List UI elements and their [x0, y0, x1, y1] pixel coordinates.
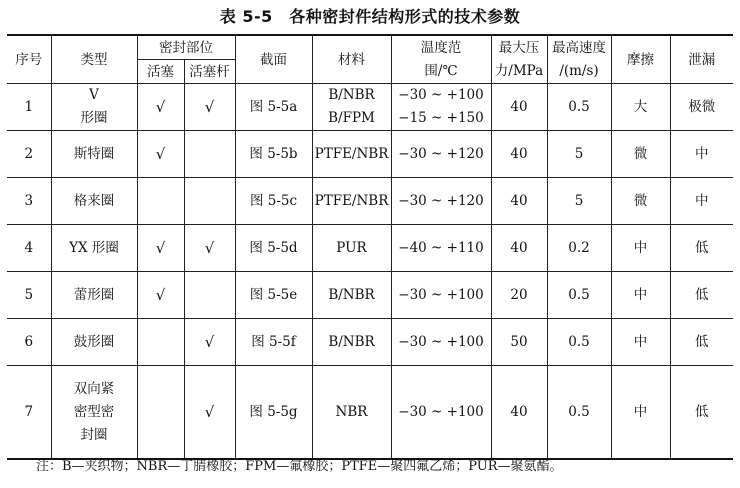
- cell-no: 5: [7, 272, 51, 319]
- cell-temperature: −30 ~ +100: [391, 319, 491, 366]
- cell-no: 2: [7, 131, 51, 178]
- cell-rod-check: √: [184, 319, 235, 366]
- header-friction: 摩擦: [611, 35, 670, 84]
- cell-pressure: 20: [491, 272, 547, 319]
- cell-piston-check: [137, 178, 184, 225]
- cell-material: PUR: [312, 225, 391, 272]
- cell-leakage: 中: [670, 131, 733, 178]
- cell-speed: 5: [547, 131, 611, 178]
- header-section: 截面: [235, 35, 312, 84]
- cell-pressure: 40: [491, 366, 547, 460]
- cell-pressure: 40: [491, 178, 547, 225]
- cell-type-line: V: [89, 87, 99, 103]
- cell-section: 图 5-5b: [235, 131, 312, 178]
- header-material: 材料: [312, 35, 391, 84]
- cell-friction: 微: [611, 178, 670, 225]
- cell-no: 1: [7, 84, 51, 131]
- cell-leakage: 低: [670, 272, 733, 319]
- table-title: 表 5-5 各种密封件结构形式的技术参数: [219, 7, 521, 26]
- cell-material: NBR: [312, 366, 391, 460]
- cell-section: 图 5-5f: [235, 319, 312, 366]
- cell-section: 图 5-5a: [235, 84, 312, 131]
- cell-pressure: 50: [491, 319, 547, 366]
- cell-piston-check: √: [137, 225, 184, 272]
- cell-rod-check: √: [184, 225, 235, 272]
- cell-type: 斯特圈: [51, 131, 137, 178]
- cell-friction: 中: [611, 366, 670, 460]
- cell-temperature: −30 ~ +100: [391, 272, 491, 319]
- header-type: 类型: [51, 35, 137, 84]
- cell-friction: 中: [611, 319, 670, 366]
- cell-no: 7: [7, 366, 51, 460]
- cell-no: 3: [7, 178, 51, 225]
- cell-rod-check: [184, 131, 235, 178]
- header-pressure: [491, 35, 547, 84]
- header-speed-line1: 最高速度: [552, 39, 606, 56]
- header-no: 序号: [7, 35, 51, 84]
- cell-pressure: 40: [491, 84, 547, 131]
- cell-temperature: −30 ~ +120: [391, 178, 491, 225]
- cell-piston-check: √: [137, 84, 184, 131]
- cell-type: 格来圈: [51, 178, 137, 225]
- cell-leakage: 极微: [670, 84, 733, 131]
- header-temp-line1: 温度范: [420, 39, 462, 56]
- header-temp-line2: 围/℃: [424, 62, 458, 79]
- cell-rod-check: [184, 272, 235, 319]
- cell-section: 图 5-5g: [235, 366, 312, 460]
- header-speed-line2: /(m/s): [559, 62, 599, 79]
- table-row: [7, 131, 733, 178]
- cell-type-line: 双向紧: [73, 380, 115, 397]
- cell-speed: 5: [547, 178, 611, 225]
- table-row: [7, 319, 733, 366]
- cell-temperature: −40 ~ +110: [391, 225, 491, 272]
- cell-friction: 中: [611, 225, 670, 272]
- cell-leakage: 低: [670, 319, 733, 366]
- table-row: [7, 178, 733, 225]
- cell-type: 蕾形圈: [51, 272, 137, 319]
- cell-speed: 0.5: [547, 272, 611, 319]
- table-row: [7, 272, 733, 319]
- table-row: [7, 225, 733, 272]
- cell-section: 图 5-5e: [235, 272, 312, 319]
- header-speed: [547, 35, 611, 84]
- cell-rod-check: [184, 178, 235, 225]
- cell-piston-check: √: [137, 272, 184, 319]
- header-temperature: [391, 35, 491, 84]
- cell-friction: 微: [611, 131, 670, 178]
- cell-temperature: [391, 84, 491, 131]
- cell-material: B/NBR: [312, 272, 391, 319]
- header-piston: 活塞: [137, 60, 184, 84]
- cell-friction: 大: [611, 84, 670, 131]
- cell-pressure: 40: [491, 131, 547, 178]
- cell-type: [51, 366, 137, 460]
- cell-pressure: 40: [491, 225, 547, 272]
- cell-material-line: B/NBR: [328, 87, 375, 103]
- cell-type: 鼓形圈: [51, 319, 137, 366]
- header-leakage: 泄漏: [670, 35, 733, 84]
- cell-section: 图 5-5c: [235, 178, 312, 225]
- table-row: [7, 366, 733, 460]
- table-row: [7, 84, 733, 131]
- cell-speed: 0.5: [547, 84, 611, 131]
- header-pressure-line1: 最大压: [498, 39, 540, 56]
- cell-temperature: −30 ~ +120: [391, 131, 491, 178]
- cell-friction: 中: [611, 272, 670, 319]
- cell-piston-check: √: [137, 131, 184, 178]
- cell-type-line: 密型密: [73, 403, 115, 420]
- cell-no: 4: [7, 225, 51, 272]
- seal-parameters-table: [7, 34, 733, 460]
- cell-leakage: 中: [670, 178, 733, 225]
- cell-piston-check: [137, 319, 184, 366]
- header-seal-position: 密封部位: [137, 35, 235, 60]
- cell-temp-line: −30 ~ +100: [398, 87, 484, 103]
- cell-type: YX 形圈: [51, 225, 137, 272]
- header-pressure-line2: 力/MPa: [494, 62, 544, 79]
- cell-no: 6: [7, 319, 51, 366]
- cell-type-line: 封圈: [80, 426, 108, 443]
- header-row-1: [7, 35, 733, 60]
- cell-material: [312, 84, 391, 131]
- cell-speed: 0.5: [547, 319, 611, 366]
- cell-leakage: 低: [670, 366, 733, 460]
- cell-rod-check: √: [184, 84, 235, 131]
- table-footnote: 注：B—夹织物；NBR—丁腈橡胶；FPM—氟橡胶；PTFE—聚四氟乙烯；PUR—聚氨酯。: [36, 459, 563, 474]
- cell-temp-line: −15 ~ +150: [398, 110, 484, 126]
- cell-leakage: 低: [670, 225, 733, 272]
- header-rod: 活塞杆: [184, 60, 235, 84]
- cell-material-line: B/FPM: [328, 110, 375, 126]
- cell-temperature: −30 ~ +100: [391, 366, 491, 460]
- cell-speed: 0.2: [547, 225, 611, 272]
- cell-speed: 0.5: [547, 366, 611, 460]
- cell-type-line: 形圈: [80, 110, 108, 126]
- cell-section: 图 5-5d: [235, 225, 312, 272]
- cell-material: PTFE/NBR: [312, 131, 391, 178]
- cell-piston-check: [137, 366, 184, 460]
- cell-type: [51, 84, 137, 131]
- cell-material: B/NBR: [312, 319, 391, 366]
- cell-rod-check: √: [184, 366, 235, 460]
- cell-material: PTFE/NBR: [312, 178, 391, 225]
